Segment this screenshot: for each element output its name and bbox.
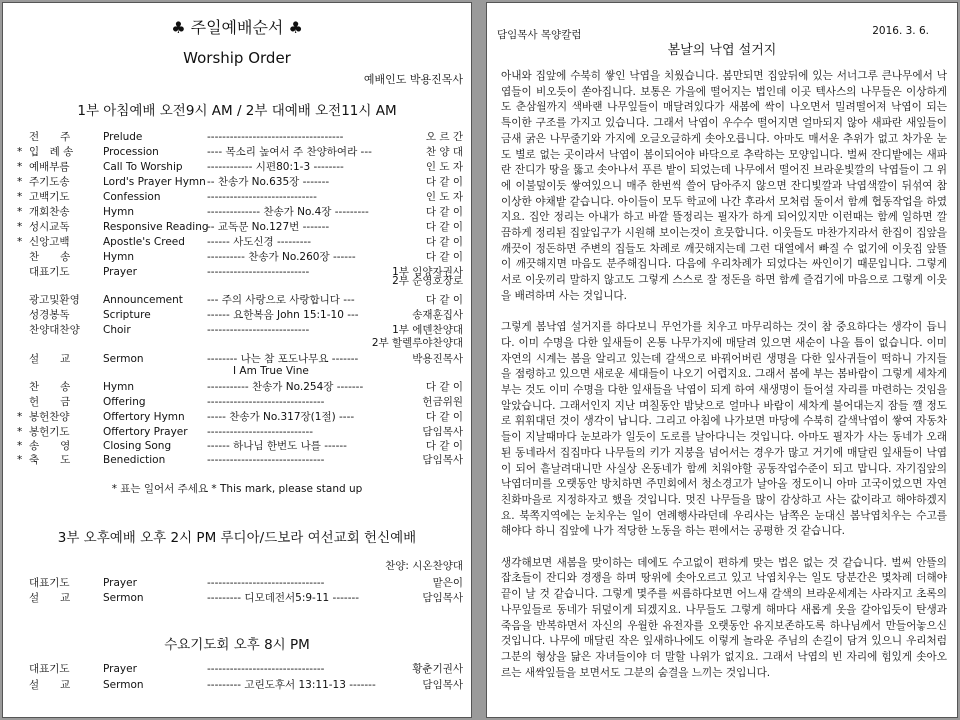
item-korean: 설 교 (29, 592, 71, 604)
item-english: Benediction (103, 454, 166, 466)
item-korean: 신앙고백 (29, 236, 70, 248)
sermon-title-en: I Am True Vine (233, 365, 309, 377)
star-mark: * (17, 176, 23, 188)
column-paragraph: 그렇게 봄낙엽 설거지를 하다보니 무언가를 치우고 마무리하는 것이 참 중요하다는 생각이 듭니다. 이미 수명을 다한 잎새들이 온통 나무가지에 매달려 있으면 새순이 나올 틈이 없습니다. 이미 자연의 시계는 봄을 알리고 있는데 갈색으로 바꿔어버린 생명을 다한 잎사귀들이 떡하니 가지들을 점령하고 있으면 새로운 세대들이 나오기 어렵지요. 그래서 봄에 부는 봄바람이 그렇게 세차게 부는 것도 이미 수명을 다한 잎새들을 낙엽이 되게 하여 새생명이 들어설 자리를 마련하는 것임을 알았습니다. 그래서인지 지난 며칠동안 밤낮으로 얼마나 바람이 세차게 불어대는지 잠들 깰 정도로 휘휘대던 것이 생각이 납니다. 그리고 아침에 나가보면 마당에 수북히 갈색낙엽이 쌓여 자동차들이 지날때마다 눈보라가 일듯이 도로를 날아다니는 것입니다. 아마도 필자가 사는 동네가 오래된 동네라서 집집마다 나무들의 키가 지붕을 넘어서는 경우가 많고 거기에 매달린 잎새들이 낙엽이 되어 흩날려대니만 사실상 온동네가 함께 치워야할 공동작업수준이 되고 맙니다. 자기집앞의 낙엽더미를 오랫동안 방치하면 주민회에서 청소경고가 날아올 정도이니 아마 고국이었으면 자연친화마을로 지정하자고 했을 것입니다. 멋진 나무들을 많이 감상하고 사는 값이라고 해야하겠지요. 북쪽지역에는 눈치우는 일이 연례행사라던데 우리사는 남쪽은 눈대신 봄낙엽치우는 수고를 해야다 하니 집앞에 나가 적당한 노동을 하는 편에서는 공평한 것 같습니다. (501, 321, 947, 538)
item-detail: --------- 디모데전서5:9-11 ------- (207, 592, 360, 604)
item-korean: 대표기도 (29, 266, 70, 278)
item-english: Lord's Prayer Hymn (103, 176, 206, 188)
item-leader: 1부 에덴찬양대 (392, 324, 463, 336)
order-row (17, 160, 463, 174)
item-leader: 다 같 이 (425, 236, 463, 248)
item-detail: -- 교독문 No.127번 ------- (207, 221, 330, 233)
order-row (17, 662, 463, 676)
item-korean: 찬 송 (29, 251, 71, 263)
item-english: Sermon (103, 679, 144, 691)
item-detail: --- 주의 사랑으로 사랑합니다 --- (207, 294, 355, 306)
item-english: Hymn (103, 251, 134, 263)
item-korean: 입 례 송 (29, 146, 74, 158)
item-korean: 전 주 (29, 131, 71, 143)
star-mark: * (17, 146, 23, 158)
page-subtitle: Worship Order (183, 49, 291, 67)
star-mark: * (17, 206, 23, 218)
item-korean: 찬양대찬양 (29, 324, 80, 336)
column-header: 담임목사 목양칼럼 (497, 29, 582, 41)
item-english: Confession (103, 191, 161, 203)
star-mark: * (17, 454, 23, 466)
item-detail: ------ 하나님 한번도 나를 ------ (207, 440, 347, 452)
choir-second-service: 2부 할렐루야찬양대 (371, 337, 463, 349)
star-mark: * (17, 221, 23, 233)
item-korean: 송 영 (29, 440, 71, 452)
order-row (17, 395, 463, 409)
star-mark: * (17, 236, 23, 248)
order-row (17, 175, 463, 189)
item-english: Responsive Reading (103, 221, 209, 233)
star-mark: * (17, 426, 23, 438)
section3-choir: 찬양: 시온찬양대 (385, 560, 463, 572)
order-row (17, 576, 463, 590)
section3-title: 3부 오후예배 오후 2시 PM 루디아/드보라 여선교회 헌신예배 (57, 530, 417, 546)
star-mark: * (17, 440, 23, 452)
item-detail: ------------------------------------ (207, 131, 344, 143)
item-english: Prayer (103, 577, 137, 589)
item-detail: ------ 사도신경 --------- (207, 236, 312, 248)
item-leader: 다 같 이 (425, 206, 463, 218)
item-korean: 주기도송 (29, 176, 70, 188)
item-detail: ------ 요한복음 John 15:1-10 --- (207, 309, 359, 321)
item-detail: ----------- 찬송가 No.254장 ------- (207, 381, 364, 393)
standing-note: * 표는 일어서 주세요 * This mark, please stand up (111, 483, 363, 495)
officiant: 예배인도 박용진목사 (363, 73, 463, 86)
item-leader: 다 같 이 (425, 221, 463, 233)
section1-title: 1부 아침예배 오전9시 AM / 2부 대예배 오전11시 AM (77, 103, 397, 119)
item-detail: -- 찬송가 No.635장 ------- (207, 176, 330, 188)
item-detail: --------------------------- (207, 266, 310, 278)
item-detail: ---- 목소리 높여서 주 찬양하여라 --- (207, 146, 372, 158)
item-korean: 대표기도 (29, 577, 70, 589)
item-korean: 설 교 (29, 679, 71, 691)
page-title: ♣ 주일예배순서 ♣ (171, 18, 303, 37)
item-leader: 맡은이 (432, 577, 463, 589)
item-english: Prayer (103, 266, 137, 278)
item-leader: 황춘기권사 (412, 663, 463, 675)
item-leader: 오 르 간 (425, 131, 463, 143)
item-detail: ------------------------------- (207, 396, 325, 408)
item-english: Offertory Hymn (103, 411, 185, 423)
order-row (17, 591, 463, 605)
item-detail: ---------- 찬송가 No.260장 ------ (207, 251, 356, 263)
item-korean: 봉헌찬양 (29, 411, 70, 423)
item-leader: 담임목사 (422, 679, 463, 691)
item-detail: ------------ 시편80:1-3 -------- (207, 161, 344, 173)
column-title: 봄날의 낙엽 설거지 (667, 43, 777, 58)
item-korean: 찬 송 (29, 381, 71, 393)
item-korean: 대표기도 (29, 663, 70, 675)
item-english: Announcement (103, 294, 183, 306)
item-leader: 다 같 이 (425, 294, 463, 306)
worship-order-page (2, 2, 472, 718)
pastor-column-page (486, 2, 958, 718)
item-english: Hymn (103, 381, 134, 393)
item-leader: 찬 양 대 (425, 146, 463, 158)
item-detail: ------------------------------- (207, 663, 325, 675)
item-leader: 다 같 이 (425, 411, 463, 423)
item-korean: 개회찬송 (29, 206, 70, 218)
column-paragraph: 생각해보면 새봄을 맞이하는 데에도 수고없이 편하게 맞는 법은 없는 것 같습니다. 벌써 안뜰의 잡초들이 잔디와 경쟁을 하며 땅위에 솟아오르고 있고 낙엽치우는 일도 당분간은 몇차례 더해야 끝이 날 것 같습니다. 그렇게 몇주를 씨름하다보면 어느새 갈색의 브라운세계는 사라지고 초록의 나무잎들로 동네가 뒤덮이게 되겠지요. 나무들도 그렇게 해마다 새롭게 옷을 갈아입듯이 탄생과 죽음을 반복하면서 자신의 우월한 유전자를 오랫동안 유지보존하도록 하나님께서 만들어놓으신 것입니다. 나무에 매달린 작은 잎새하나에도 이렇게 놀라운 주님의 손길이 담겨 있으니 우리처럼 그분의 형상을 닮은 자녀들이야 더 말할 나위가 없지요. 그래서 낙엽의 빈 자리에 힘있게 솟아오르는 새싹잎들을 보면서도 그분의 숨결을 느끼는 것입니다. (501, 556, 947, 679)
item-english: Scripture (103, 309, 151, 321)
item-detail: -------------- 찬송가 No.4장 --------- (207, 206, 369, 218)
item-detail: ----------------------------- (207, 191, 317, 203)
item-korean: 봉헌기도 (29, 426, 70, 438)
order-row (17, 130, 463, 144)
item-english: Hymn (103, 206, 134, 218)
order-row (17, 380, 463, 394)
order-row (17, 453, 463, 467)
item-english: Apostle's Creed (103, 236, 185, 248)
item-detail: -------- 나는 참 포도나무요 ------- (207, 353, 359, 365)
item-english: Offertory Prayer (103, 426, 188, 438)
order-row (17, 352, 463, 366)
order-row (17, 410, 463, 424)
column-body (501, 69, 947, 697)
item-english: Choir (103, 324, 131, 336)
item-leader: 1부 임양자권사 (392, 266, 463, 278)
item-english: Prelude (103, 131, 143, 143)
item-detail: ------------------------------- (207, 577, 325, 589)
order-row (17, 678, 463, 692)
order-row (17, 293, 463, 307)
item-leader: 담임목사 (422, 592, 463, 604)
item-leader: 인 도 자 (425, 191, 463, 203)
order-row (17, 235, 463, 249)
item-english: Call To Worship (103, 161, 183, 173)
item-detail: --------------------------- (207, 324, 310, 336)
section4-title: 수요기도회 오후 8시 PM (164, 637, 310, 653)
order-row (17, 425, 463, 439)
item-korean: 광고및환영 (29, 294, 80, 306)
item-korean: 축 도 (29, 454, 71, 466)
item-english: Prayer (103, 663, 137, 675)
order-row (17, 220, 463, 234)
item-english: Procession (103, 146, 159, 158)
item-english: Closing Song (103, 440, 172, 452)
item-leader: 박용진목사 (412, 353, 463, 365)
item-leader: 다 같 이 (425, 251, 463, 263)
item-korean: 예배부름 (29, 161, 70, 173)
order-row (17, 190, 463, 204)
item-detail: --------- 고린도후서 13:11-13 ------- (207, 679, 376, 691)
item-korean: 고백기도 (29, 191, 70, 203)
item-leader: 다 같 이 (425, 176, 463, 188)
star-mark: * (17, 191, 23, 203)
item-korean: 헌 금 (29, 396, 71, 408)
item-leader: 헌금위원 (422, 396, 463, 408)
item-english: Sermon (103, 592, 144, 604)
item-detail: ---------------------------- (207, 426, 314, 438)
item-english: Offering (103, 396, 146, 408)
item-leader: 다 같 이 (425, 381, 463, 393)
star-mark: * (17, 161, 23, 173)
column-date: 2016. 3. 6. (872, 25, 929, 37)
item-korean: 성경봉독 (29, 309, 70, 321)
column-paragraph: 아내와 집앞에 수북히 쌓인 낙엽을 치웠습니다. 봄만되면 집앞뒤에 있는 서너그루 큰나무에서 낙엽들이 비오듯이 쏟아집니다. 보통은 가을에 떨어지는 법인데 이곳 텍사스의 나무들은 이상하게도 춘삼월까지 색바랜 나무잎들이 매달려있다가 새봄에 싹이 나오면서 밀려떨어져 낙엽이 되는 특이한 구조를 가지고 있습니다. 그래서 낙엽이 우수수 떨어지면 얼마되지 않아 새파란 새잎들이 금새 굵은 나무줄기와 가지에 오글오글하게 솟아오릅니다. 아마도 매서운 추위가 없고 차가운 눈도 별로 없는 곳이라서 낙엽이 봄이되어야 바닥으로 추락하는 모양입니다. 벌써 잔디밭에는 새파란 잔디가 땅을 뚫고 솟아나서 푸른 밭이 되었는데 나무에서 떨어진 브라운빛깔의 낙엽들이 그 위에 이불덮이듯 쌓여있으니 매주 한번씩 쓸어 담아주지 않으면 잔디빛깔과 낙엽색깔이 뒤섞여 참 이상한 야채밭 같습니다. 아이들이 모두 학교에 나간 후라서 모처럼 둘이서 함께 협동작업을 하였지요. 집안 정리는 아내가 하고 바깥 뜰정리는 필자가 하게 되어있지만 이런때는 함께 일하면 깔끔하게 정리된 집앞입구가 시원해 보이는것이 흐뭇합니다. 이웃들도 마찬가지라서 한집이 집앞을 깨끗이 정돈하면 주변의 집들도 차례로 깨끗해지는데 그런 대열에서 빠질 수 없기에 이웃집 앞뜰이 깨끗해지면 마음도 분주해집니다. 다음에 우리차례가 되었다는 싸인이기 때문입니다. 그렇게 서로 이웃끼리 말하지 않고도 그렇게 스스로 잘 정돈을 하면 함께 즐겁기에 마음으로 그렇게 이웃을 배려하며 사는 것입니다. (501, 70, 947, 302)
item-detail: ------------------------------- (207, 454, 325, 466)
order-row (17, 250, 463, 264)
order-row (17, 205, 463, 219)
order-row (17, 145, 463, 159)
item-korean: 설 교 (29, 353, 71, 365)
item-leader: 인 도 자 (425, 161, 463, 173)
item-leader: 담임목사 (422, 426, 463, 438)
item-english: Sermon (103, 353, 144, 365)
item-leader: 다 같 이 (425, 440, 463, 452)
item-korean: 성시교독 (29, 221, 70, 233)
prayer-second-service: 2부 순영호장로 (392, 275, 463, 287)
order-row (17, 439, 463, 453)
item-detail: ----- 찬송가 No.317장(1절) ---- (207, 411, 355, 423)
item-leader: 담임목사 (422, 454, 463, 466)
order-row (17, 308, 463, 322)
star-mark: * (17, 411, 23, 423)
item-leader: 송재훈집사 (412, 309, 463, 321)
